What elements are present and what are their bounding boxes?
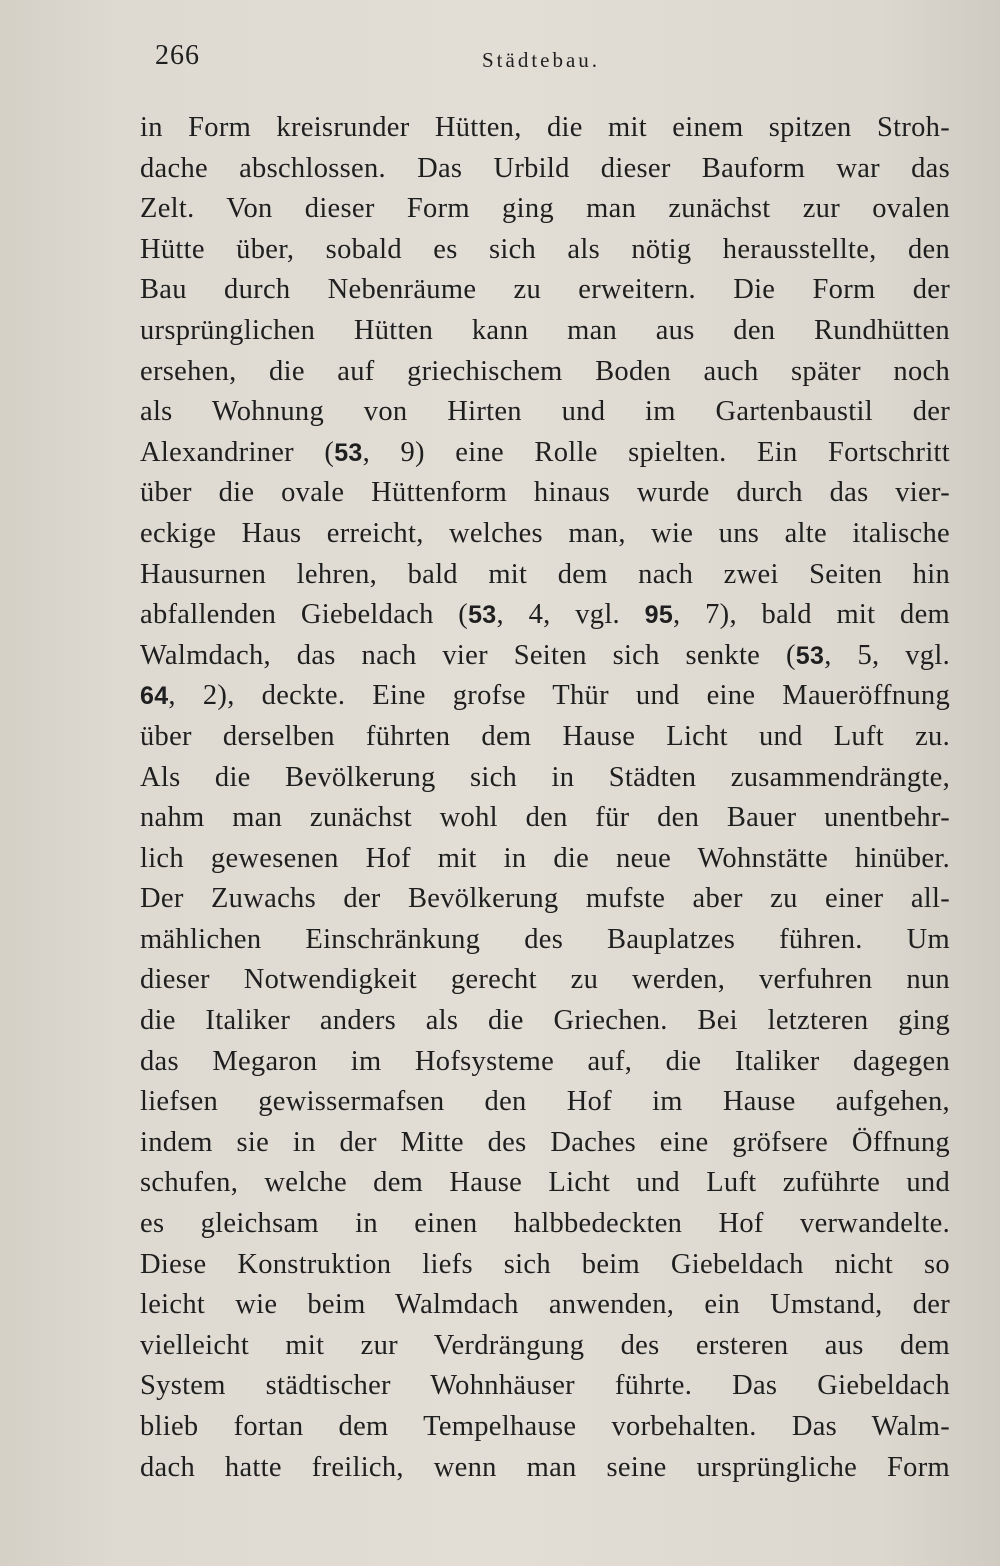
text-segment: eckige Haus erreicht, welches man, wie uns alte italische	[140, 517, 950, 549]
text-segment: liefsen gewissermafsen den Hof im Hause aufgehen,	[140, 1086, 950, 1118]
body-text	[140, 108, 950, 1488]
text-line	[140, 433, 950, 474]
text-line	[140, 960, 950, 1001]
text-segment: , 7), bald mit dem	[673, 599, 950, 631]
text-line	[140, 920, 950, 961]
text-segment: Bau durch Nebenräume zu erweitern. Die Form der	[140, 274, 950, 306]
text-line	[140, 717, 950, 758]
text-segment: dach hatte freilich, wenn man seine ursprüngliche Form	[140, 1451, 950, 1483]
text-line	[140, 1407, 950, 1448]
text-segment: lich gewesenen Hof mit in die neue Wohnstätte hinüber.	[140, 842, 950, 874]
text-line	[140, 149, 950, 190]
text-segment: Zelt. Von dieser Form ging man zunächst zur ovalen	[140, 193, 950, 225]
text-segment: Diese Konstruktion liefs sich beim Giebeldach nicht so	[140, 1248, 950, 1280]
text-line	[140, 392, 950, 433]
text-line	[140, 595, 950, 636]
text-segment: Hausurnen lehren, bald mit dem nach zwei Seiten hin	[140, 558, 950, 590]
text-line	[140, 1082, 950, 1123]
text-segment: , 2), deckte. Eine grofse Thür und eine Maueröffnung	[168, 680, 950, 712]
text-segment: schufen, welche dem Hause Licht und Luft zuführte und	[140, 1167, 950, 1199]
page-number: 266	[155, 40, 200, 71]
text-line	[140, 108, 950, 149]
text-line	[140, 473, 950, 514]
text-segment: es gleichsam in einen halbbedeckten Hof verwandelte.	[140, 1208, 950, 1240]
text-line	[140, 879, 950, 920]
text-segment: mählichen Einschränkung des Bauplatzes führen. Um	[140, 923, 950, 955]
text-line	[140, 514, 950, 555]
text-segment: System städtischer Wohnhäuser führte. Das Giebeldach	[140, 1370, 950, 1402]
text-line	[140, 270, 950, 311]
text-segment: abfallenden Giebeldach (	[140, 599, 469, 631]
text-segment: , 4, vgl.	[496, 599, 645, 631]
text-segment: das Megaron im Hofsysteme auf, die Italiker dagegen	[140, 1045, 950, 1077]
text-segment: , 5, vgl.	[824, 639, 950, 671]
text-segment: , 9) eine Rolle spielten. Ein Fortschritt	[362, 436, 950, 468]
text-line	[140, 758, 950, 799]
text-segment: leicht wie beim Walmdach anwenden, ein Umstand, der	[140, 1289, 950, 1321]
text-segment: vielleicht mit zur Verdrängung des ersteren aus dem	[140, 1329, 950, 1361]
running-head	[0, 40, 1000, 80]
text-segment: dache abschlossen. Das Urbild dieser Bauform war das	[140, 152, 950, 184]
text-line	[140, 1245, 950, 1286]
text-segment: dieser Notwendigkeit gerecht zu werden, verfuhren nun	[140, 964, 950, 996]
text-line	[140, 1366, 950, 1407]
text-line	[140, 1448, 950, 1489]
text-segment: in Form kreisrunder Hütten, die mit einem spitzen Stroh-	[140, 112, 950, 143]
text-segment: ersehen, die auf griechischem Boden auch später noch	[140, 355, 950, 387]
text-line	[140, 1285, 950, 1326]
text-segment: blieb fortan dem Tempelhause vorbehalten. Das Walm-	[140, 1411, 950, 1442]
plate-reference: 53	[468, 601, 497, 630]
text-segment: als Wohnung von Hirten und im Gartenbaustil der	[140, 396, 950, 428]
text-segment: Walmdach, das nach vier Seiten sich senkte (	[140, 639, 796, 671]
text-segment: Der Zuwachs der Bevölkerung mufste aber zu einer all-	[140, 883, 950, 915]
text-line	[140, 1042, 950, 1083]
plate-reference: 64	[140, 682, 169, 711]
text-segment: über derselben führten dem Hause Licht und Luft zu.	[140, 720, 950, 752]
text-line	[140, 311, 950, 352]
text-line	[140, 555, 950, 596]
text-line	[140, 1204, 950, 1245]
text-segment: ursprünglichen Hütten kann man aus den Rundhütten	[140, 314, 950, 346]
text-line	[140, 1163, 950, 1204]
text-line	[140, 636, 950, 677]
text-line	[140, 1001, 950, 1042]
text-line	[140, 839, 950, 880]
text-segment: Hütte über, sobald es sich als nötig herausstellte, den	[140, 233, 950, 265]
text-segment: nahm man zunächst wohl den für den Bauer unentbehr-	[140, 802, 950, 834]
text-line	[140, 676, 950, 717]
plate-reference: 53	[334, 438, 363, 467]
text-line	[140, 1326, 950, 1367]
text-segment: indem sie in der Mitte des Daches eine gröfsere Öffnung	[140, 1126, 950, 1158]
text-segment: die Italiker anders als die Griechen. Bei letzteren ging	[140, 1005, 950, 1037]
text-line	[140, 189, 950, 230]
running-title: Städtebau.	[482, 48, 601, 72]
text-line	[140, 230, 950, 271]
text-segment: über die ovale Hüttenform hinaus wurde durch das vier-	[140, 477, 950, 509]
text-segment: Als die Bevölkerung sich in Städten zusammendrängte,	[140, 761, 950, 793]
text-segment: Alexandriner (	[140, 436, 335, 468]
text-line	[140, 798, 950, 839]
text-line	[140, 352, 950, 393]
plate-reference: 53	[795, 641, 825, 670]
text-line	[140, 1123, 950, 1164]
plate-reference: 95	[644, 601, 674, 630]
